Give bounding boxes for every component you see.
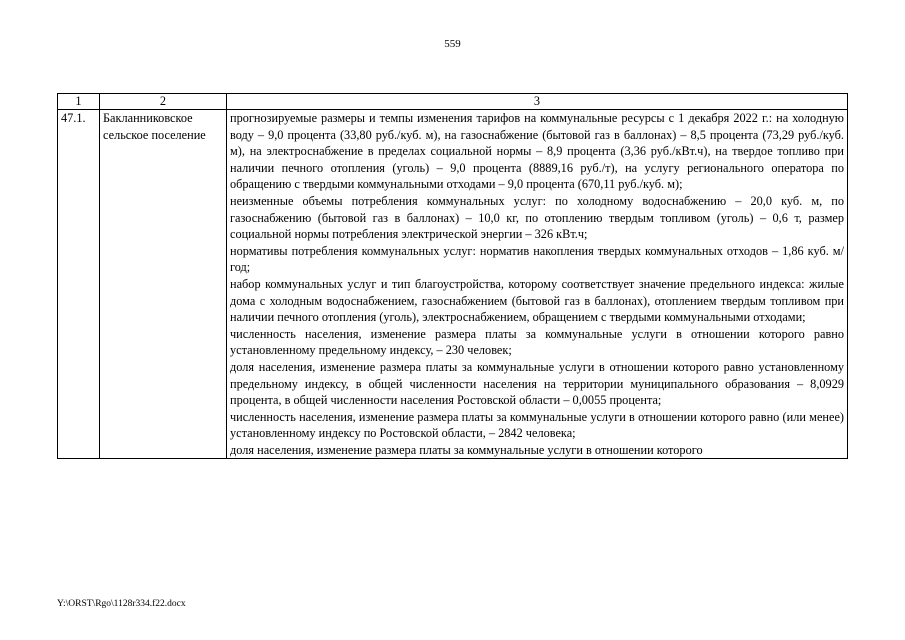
settlement-name: Бакланниковское сельское поселение <box>100 110 227 459</box>
document-table <box>57 93 848 459</box>
paragraph-tariffs: прогнозируемые размеры и темпы изменения тарифов на коммунальные ресурсы с 1 декабря 2022 г.: на холодную воду – 9,0 процента (33,80 руб./куб. м), на газоснабжение (бытовой газ в баллонах) – 8,5 процента (73,29 руб./куб. м), на электроснабжение в пределах социальной нормы – 8,9 процента (3,36 руб./кВт.ч), на твердое топливо при наличии печного отопления (уголь) – 9,0 процента (8889,16 руб./т), на услугу регионального оператора по обращению с твердыми коммунальными отходами – 9,0 процента (670,11 руб./куб. м); <box>230 111 844 192</box>
paragraph-services-set: набор коммунальных услуг и тип благоустройства, которому соответствует значение предельного индекса: жилые дома с холодным водоснабжением, газоснабжением (бытовой газ в баллонах), отоплением твердым топливом при наличии печного отопления (уголь), электроснабжением, обращением с твердыми коммунальными отходами; <box>230 276 844 325</box>
column-number-1: 1 <box>58 94 100 110</box>
paragraph-consumption-norms: нормативы потребления коммунальных услуг: норматив накопления твердых коммунальных отходов – 1,86 куб. м/год; <box>230 243 844 275</box>
column-number-2: 2 <box>100 94 227 110</box>
paragraph-population-share: доля населения, изменение размера платы за коммунальные услуги в отношении которого равно установленному предельному индексу, в общей численности населения на территории муниципального образования – 8,0929 процента, в общей численности населения Ростовской области – 0,0055 процента; <box>230 359 844 408</box>
paragraph-population-count: численность населения, изменение размера платы за коммунальные услуги в отношении которого равно установленному предельному индексу, – 230 человек; <box>230 326 844 358</box>
table-row <box>58 110 848 459</box>
paragraph-consumption-volumes: неизменные объемы потребления коммунальных услуг: по холодному водоснабжению – 20,0 куб. м, по газоснабжению (бытовой газ в баллонах) – 10,0 кг, по отоплению твердым топливом (уголь) – 0,6 т, размер социальной нормы потребления электрической энергии – 326 кВт.ч; <box>230 193 844 242</box>
description-cell <box>227 110 848 459</box>
table-header-row <box>58 94 848 110</box>
paragraph-population-share-regional: доля населения, изменение размера платы за коммунальные услуги в отношении которого <box>230 442 703 457</box>
paragraph-population-count-regional: численность населения, изменение размера платы за коммунальные услуги в отношении которого равно (или менее) установленному индексу по Ростовской области, – 2842 человека; <box>230 409 844 441</box>
column-number-3: 3 <box>227 94 848 110</box>
footer-file-path: Y:\ORST\Rgo\1128r334.f22.docx <box>57 599 186 609</box>
page-number: 559 <box>444 38 461 50</box>
row-number: 47.1. <box>58 110 100 459</box>
